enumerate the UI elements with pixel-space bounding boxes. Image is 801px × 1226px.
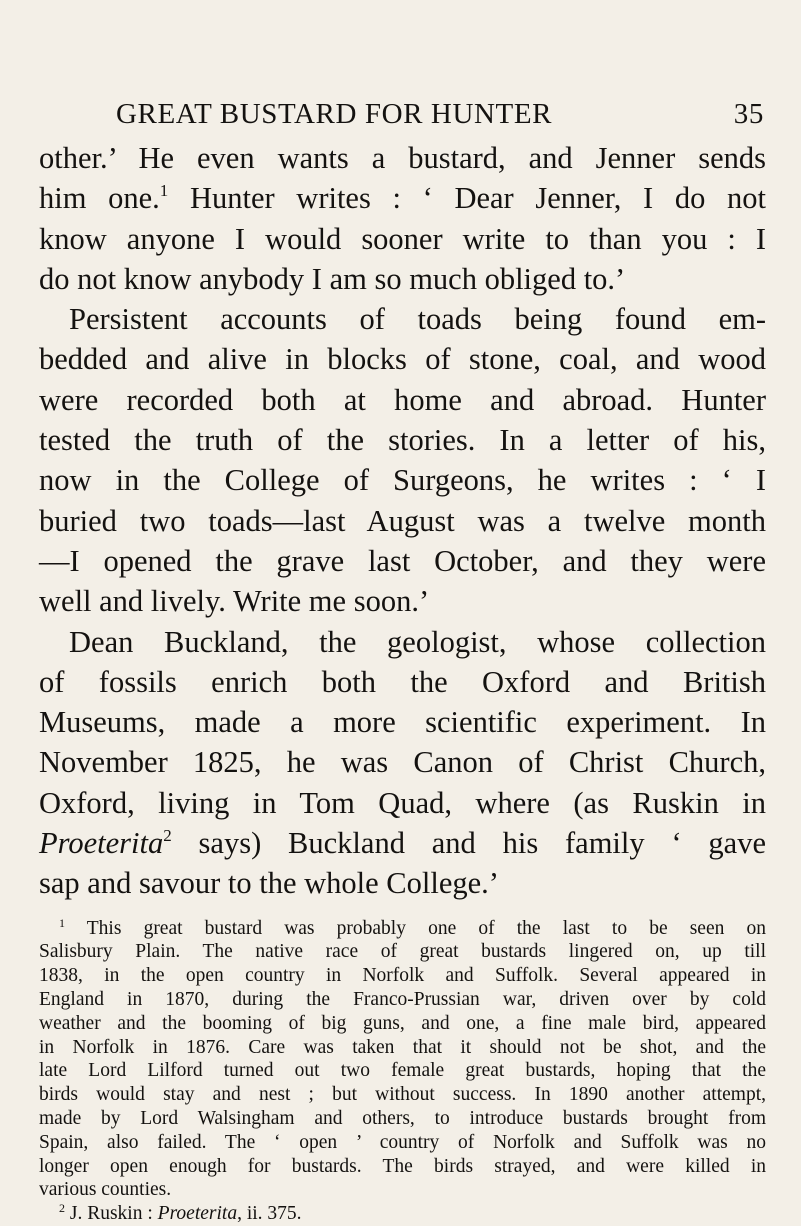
text-line: now in the College of Surgeons, he writes : ‘ I bbox=[39, 463, 766, 498]
running-head bbox=[39, 92, 766, 136]
text-span: Hunter writes : ‘ Dear Jenner, I do not bbox=[168, 181, 766, 216]
text-span: says) Buckland and his family ‘ gave bbox=[171, 826, 766, 861]
text-line: —I opened the grave last October, and they were bbox=[39, 543, 766, 578]
text-line: sap and savour to the whole College.’ bbox=[39, 866, 499, 901]
footnote-line bbox=[39, 1202, 766, 1226]
footnote-line: made by Lord Walsingham and others, to introduce bustards brought from bbox=[39, 1108, 766, 1130]
footnotes bbox=[39, 917, 766, 1226]
text-line: know anyone I would sooner write to than you : I bbox=[39, 221, 766, 256]
text-span: J. Ruskin : bbox=[65, 1203, 158, 1225]
paragraph-2 bbox=[39, 299, 766, 621]
footnote-line: England in 1870, during the Franco-Prussian war, driven over by cold bbox=[39, 989, 766, 1011]
book-page bbox=[39, 92, 766, 1226]
text-line: buried two toads—last August was a twelve month bbox=[39, 503, 766, 538]
footnote-line: 1838, in the open country in Norfolk and Suffolk. Several appeared in bbox=[39, 965, 766, 987]
text-line bbox=[39, 178, 766, 218]
text-line: Dean Buckland, the geologist, whose collection bbox=[69, 624, 766, 659]
footnote-reference: 1 bbox=[159, 181, 169, 201]
text-line: well and lively. Write me soon.’ bbox=[39, 584, 430, 619]
page-number: 35 bbox=[733, 98, 764, 130]
text-span: , ii. 375. bbox=[237, 1203, 302, 1225]
text-line: Museums, made a more scientific experiment. In bbox=[39, 705, 766, 740]
footnote-marker: 1 bbox=[59, 915, 65, 930]
footnote-line: late Lord Lilford turned out two female great bustards, hoping that the bbox=[39, 1060, 766, 1082]
paragraph-3 bbox=[39, 622, 766, 904]
text-line: Oxford, living in Tom Quad, where (as Ruskin in bbox=[39, 785, 766, 820]
footnote-line: Salisbury Plain. The native race of great bustards lingered on, up till bbox=[39, 941, 766, 963]
body-text bbox=[39, 138, 766, 904]
text-line: were recorded both at home and abroad. Hunter bbox=[39, 382, 766, 417]
text-line: November 1825, he was Canon of Christ Church, bbox=[39, 745, 766, 780]
text-span: him one. bbox=[39, 181, 160, 216]
footnote-line: various counties. bbox=[39, 1179, 172, 1201]
paragraph-1 bbox=[39, 138, 766, 299]
footnote-line: in Norfolk in 1876. Care was taken that it should not be shot, and the bbox=[39, 1036, 766, 1058]
text-line: of fossils enrich both the Oxford and British bbox=[39, 664, 766, 699]
running-title: GREAT BUSTARD FOR HUNTER bbox=[116, 98, 553, 130]
footnote-1 bbox=[39, 917, 766, 1203]
text-span: This great bustard was probably one of the last to be seen on bbox=[65, 917, 766, 939]
footnote-line: weather and the booming of big guns, and one, a fine male bird, appeared bbox=[39, 1012, 766, 1034]
book-title: Proeterita bbox=[39, 826, 164, 861]
footnote-marker: 2 bbox=[59, 1201, 65, 1216]
footnote-line: Spain, also failed. The ‘ open ’ country of Norfolk and Suffolk was no bbox=[39, 1131, 766, 1153]
text-line: do not know anybody I am so much obliged to.’ bbox=[39, 261, 626, 296]
book-title: Proeterita bbox=[157, 1203, 238, 1225]
footnote-line: longer open enough for bustards. The birds strayed, and were killed in bbox=[39, 1155, 766, 1177]
text-line: tested the truth of the stories. In a letter of his, bbox=[39, 423, 766, 458]
footnote-2 bbox=[39, 1202, 766, 1226]
text-line: Persistent accounts of toads being found em- bbox=[69, 302, 766, 337]
footnote-line: birds would stay and nest ; but without success. In 1890 another attempt, bbox=[39, 1084, 766, 1106]
text-line bbox=[39, 823, 766, 863]
footnote-line bbox=[39, 917, 766, 941]
text-line: bedded and alive in blocks of stone, coal, and wood bbox=[39, 342, 766, 377]
footnote-reference: 2 bbox=[163, 826, 172, 846]
text-line: other.’ He even wants a bustard, and Jenner sends bbox=[39, 141, 766, 175]
